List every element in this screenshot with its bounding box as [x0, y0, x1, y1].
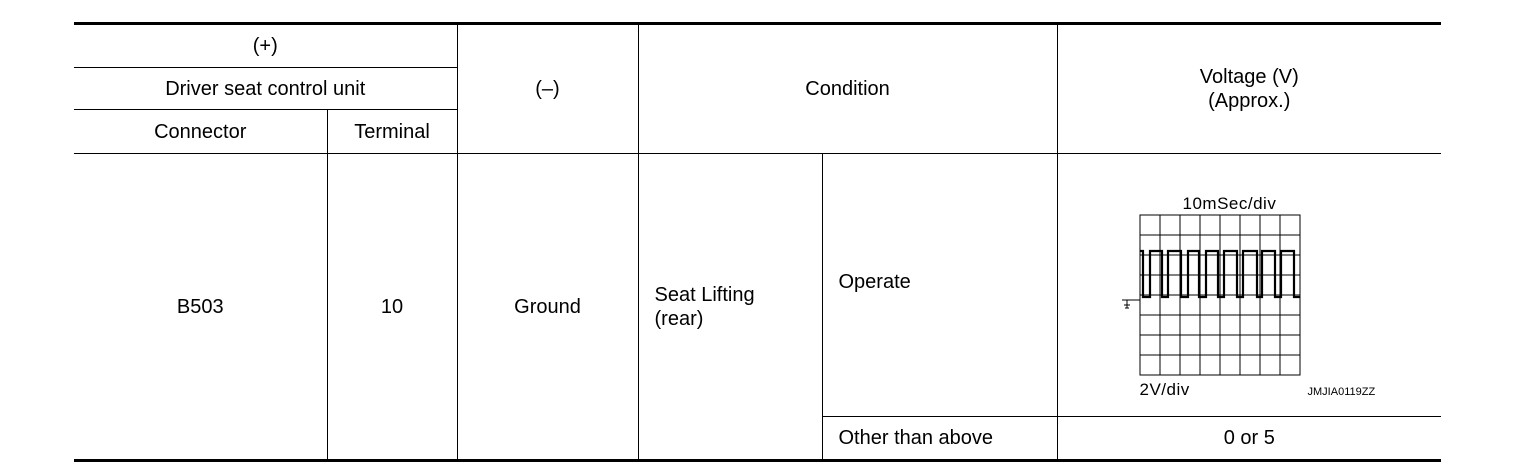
condition-line2: (rear) — [654, 307, 704, 330]
other-voltage-cell: 0 or 5 — [1057, 417, 1441, 461]
unit-header: Driver seat control unit — [74, 68, 457, 110]
time-per-division: 10mSec/div — [1182, 194, 1277, 213]
operate-cell: Operate — [822, 154, 1057, 417]
waveform-figure — [1058, 154, 1442, 416]
minus-cell: Ground — [457, 154, 638, 461]
voltage-header-line1: Voltage (V) — [1199, 66, 1299, 88]
figure-code: JMJIA0119ZZ — [1307, 386, 1376, 398]
connector-header: Connector — [74, 110, 327, 154]
condition-header: Condition — [638, 24, 1057, 154]
voltage-spec-table — [74, 22, 1441, 462]
terminal-header: Terminal — [327, 110, 457, 154]
condition-line1: Seat Lifting — [654, 283, 755, 306]
other-condition-cell: Other than above — [822, 417, 1057, 461]
plus-header: (+) — [74, 24, 457, 68]
connector-cell: B503 — [74, 154, 327, 461]
ground-symbol — [1122, 300, 1140, 308]
volts-per-division: 2V/div — [1139, 380, 1190, 399]
condition-cell — [638, 154, 822, 461]
terminal-cell: 10 — [327, 154, 457, 461]
voltage-header-line2: (Approx.) — [1208, 90, 1291, 112]
voltage-header — [1057, 24, 1441, 154]
minus-header: (–) — [457, 24, 638, 154]
waveform-cell — [1057, 154, 1441, 417]
